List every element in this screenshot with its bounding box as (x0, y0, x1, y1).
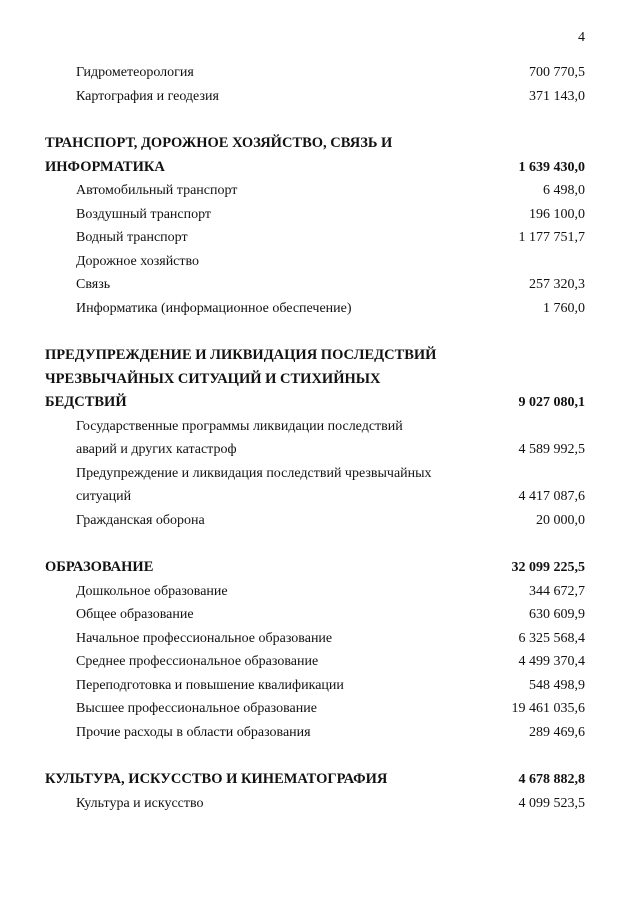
item-label: Начальное профессиональное образование (76, 630, 333, 646)
section-total: 1 639 430,0 (518, 159, 585, 175)
item-label: Гражданская оборона (76, 512, 205, 528)
item-label: Связь (76, 277, 111, 292)
item-label: Воздушный транспорт (76, 206, 212, 222)
item-label: Переподготовка и повышение квалификации (76, 677, 344, 693)
item-value: 548 498,9 (529, 677, 585, 693)
section-total: 9 027 080,1 (518, 395, 585, 410)
section-total: 32 099 225,5 (511, 560, 585, 575)
item-value: 196 100,0 (529, 206, 585, 222)
section-total: 4 678 882,8 (518, 772, 585, 787)
item-value: 1 760,0 (543, 300, 585, 316)
section-title: ТРАНСПОРТ, ДОРОЖНОЕ ХОЗЯЙСТВО, СВЯЗЬ И (45, 135, 393, 151)
page-number: 4 (578, 30, 585, 45)
item-label: Государственные программы ликвидации последствий (76, 418, 403, 434)
item-value: 4 499 370,4 (518, 654, 585, 669)
item-label: ситуаций (76, 489, 132, 504)
item-label: Культура и искусство (76, 795, 204, 811)
item-value: 344 672,7 (529, 583, 585, 599)
section-title: ПРЕДУПРЕЖДЕНИЕ И ЛИКВИДАЦИЯ ПОСЛЕДСТВИЙ (45, 347, 437, 363)
section-title: ЧРЕЗВЫЧАЙНЫХ СИТУАЦИЙ И СТИХИЙНЫХ (45, 370, 381, 387)
item-value: 630 609,9 (529, 607, 585, 622)
item-label: Среднее профессиональное образование (76, 654, 319, 669)
item-value: 700 770,5 (529, 65, 585, 80)
item-value: 6 325 568,4 (518, 630, 585, 646)
item-value: 4 589 992,5 (518, 442, 585, 457)
item-label: Дошкольное образование (76, 583, 228, 599)
item-label: Водный транспорт (76, 230, 188, 245)
section-title: КУЛЬТУРА, ИСКУССТВО И КИНЕМАТОГРАФИЯ (45, 771, 388, 787)
item-label: Прочие расходы в области образования (76, 724, 311, 740)
item-value: 4 417 087,6 (518, 489, 585, 504)
item-label: Предупреждение и ликвидация последствий чрезвычайных (76, 465, 432, 481)
item-value: 4 099 523,5 (518, 795, 585, 811)
item-label: Высшее профессиональное образование (76, 701, 317, 716)
item-label: Автомобильный транспорт (76, 183, 238, 198)
section-title: ОБРАЗОВАНИЕ (45, 559, 154, 575)
item-label: Гидрометеорология (76, 65, 194, 80)
item-value: 257 320,3 (529, 277, 585, 292)
item-value: 6 498,0 (543, 183, 585, 198)
item-label: Информатика (информационное обеспечение) (76, 300, 352, 316)
item-value: 19 461 035,6 (511, 701, 585, 716)
item-label: Дорожное хозяйство (76, 253, 200, 269)
item-label: Общее образование (76, 607, 194, 622)
section-title: ИНФОРМАТИКА (45, 158, 165, 175)
section-title: БЕДСТВИЙ (45, 394, 127, 410)
item-value: 289 469,6 (529, 724, 585, 740)
item-label: Картография и геодезия (76, 88, 219, 104)
item-value: 20 000,0 (536, 512, 585, 528)
item-value: 371 143,0 (529, 88, 585, 104)
item-label: аварий и других катастроф (76, 442, 237, 457)
item-value: 1 177 751,7 (518, 230, 585, 245)
